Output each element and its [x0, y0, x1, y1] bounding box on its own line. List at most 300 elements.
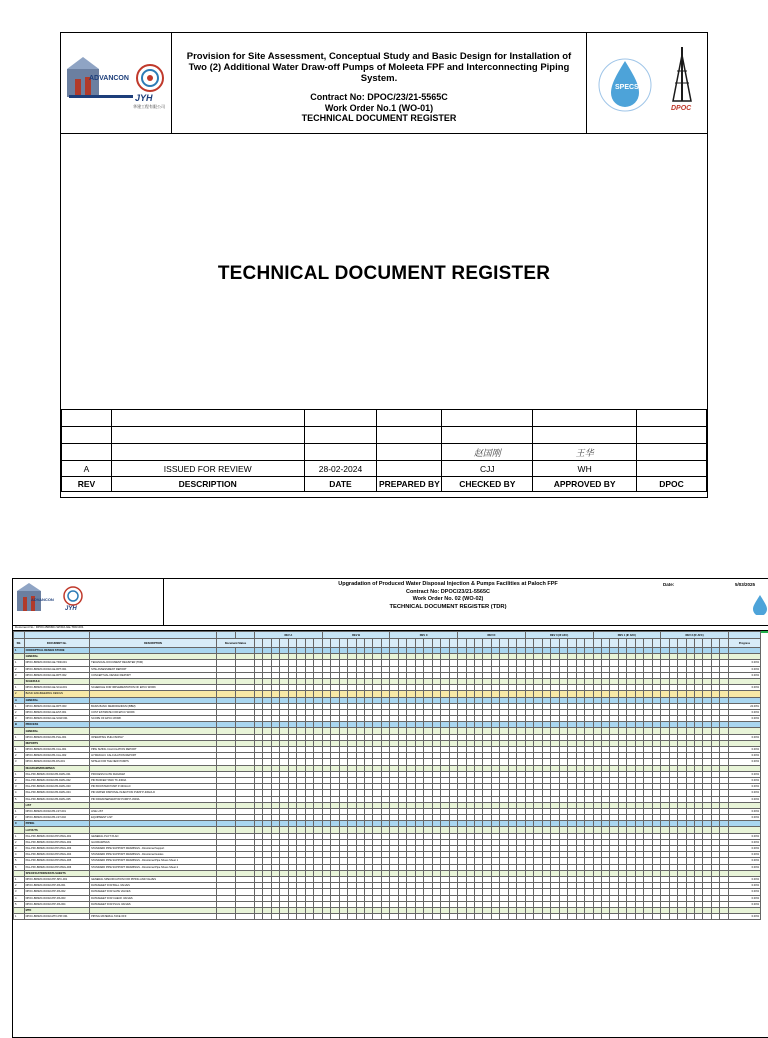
header-description: DESCRIPTION: [111, 477, 304, 492]
row-progress: 0.00%: [728, 839, 760, 845]
row-description: OPERATING PHILOSOPHY: [90, 734, 217, 740]
blank-cell: [466, 914, 474, 920]
blank-cell: [458, 639, 466, 648]
blank-cell: [364, 914, 372, 920]
header-prepared-by: PREPARED BY: [377, 477, 442, 492]
row-progress: 0.00%: [728, 709, 760, 715]
rev-group-header: REV 0 (IF AFC): [525, 632, 593, 639]
header-dpoc: DPOC: [637, 477, 707, 492]
row-doc-no: PROCESS: [24, 722, 90, 728]
row-description: STANDARD PIPE SUPPORT DRAWINGS - Directional Guides: [90, 852, 217, 858]
blank-cell: [661, 914, 669, 920]
blank-cell: [415, 914, 423, 920]
blank-cell: [593, 914, 601, 920]
blank-cell: [24, 632, 90, 639]
row-description: DATASHEET FOR PLUG VALVES: [90, 901, 217, 907]
row-progress: 0.00%: [728, 815, 760, 821]
blank-cell: [711, 914, 719, 920]
rev-value: A: [62, 461, 112, 477]
row-description: DATASHEET FOR GATE VALVES: [90, 889, 217, 895]
blank-cell: [373, 639, 381, 648]
row-sn: 5: [14, 858, 25, 864]
row-description: GENERAL PLOT PLAN: [90, 833, 217, 839]
row-doc-no: DPOC-B06MC-WO02-GE-SCH-001: [24, 685, 90, 691]
row-description: BASIS BASIC MEMORANDUM (BBM): [90, 703, 217, 709]
blank-cell: [500, 639, 508, 648]
rev-prepared-by: [377, 461, 442, 477]
row-progress: 22.00%: [728, 703, 760, 709]
blank-cell: [373, 914, 381, 920]
blank-cell: [216, 914, 235, 920]
blank-cell: [652, 914, 661, 920]
blank-cell: [483, 914, 491, 920]
blank-cell: [288, 914, 296, 920]
revision-row: [62, 461, 707, 477]
row-description: GENERAL SPECIFICATION FOR PIPING AND VALVES: [90, 876, 217, 882]
blank-cell: [339, 639, 347, 648]
blank-cell: [407, 639, 415, 648]
blank-cell: [348, 639, 356, 648]
row-doc-no: SCHEDULE: [24, 678, 90, 684]
blank-cell: [314, 639, 323, 648]
row-progress: 0.00%: [728, 852, 760, 858]
row-progress: 0.00%: [728, 846, 760, 852]
blank-cell: [618, 639, 626, 648]
rev-group-header: REV 2 (IF AFC): [661, 632, 729, 639]
row-sn: A: [14, 697, 25, 703]
work-order: Work Order No.1 (WO-01): [324, 102, 434, 113]
blank-cell: [491, 914, 499, 920]
row-sn: 1: [14, 771, 25, 777]
row-sn: 4: [14, 790, 25, 796]
row-doc-no: DPOC-B06MC-WO02-PR-LST-001: [24, 808, 90, 814]
blank-cell: [678, 914, 686, 920]
row-doc-no: PAL-PFF-B06MC-WO02-PR-DWG-002: [24, 777, 90, 783]
row-description: SCOPE OF EPCC WORK: [90, 716, 217, 722]
row-description: PID WATER DISPOSAL INJECTION PUMP P-3302A-D: [90, 790, 217, 796]
blank-cell: [381, 639, 390, 648]
client-logos: [586, 33, 707, 133]
tdr-table: [13, 631, 761, 920]
blank-cell: [584, 639, 593, 648]
row-progress: 0.00%: [728, 895, 760, 901]
row-sn: 1: [14, 747, 25, 753]
approved-signature: 王华: [533, 444, 637, 461]
row-progress: 0.00%: [728, 747, 760, 753]
row-sn: 2: [14, 883, 25, 889]
blank-cell: [618, 914, 626, 920]
blank-cell: [635, 639, 643, 648]
row-progress: 0.00%: [728, 889, 760, 895]
col-doc-no: DOCUMENT No.: [24, 639, 90, 648]
checked-signature: 赵国刚: [442, 444, 533, 461]
row-description: STANDARD PIPE SUPPORT DRAWINGS - Directional Pipe Shoes Sheet 1: [90, 858, 217, 864]
blank-cell: [627, 914, 635, 920]
blank-cell: [424, 914, 432, 920]
blank-cell: [90, 632, 217, 639]
blank-cell: [216, 632, 235, 639]
row-progress: 0.00%: [728, 784, 760, 790]
blank-cell: [297, 639, 305, 648]
blank-cell: [364, 639, 372, 648]
blank-cell: [610, 639, 618, 648]
cover-header: [61, 33, 707, 134]
row-description: GA DRAWINGS: [90, 839, 217, 845]
blank-cell: [263, 639, 271, 648]
row-sn: 2: [14, 691, 25, 697]
row-progress: 0.00%: [728, 666, 760, 672]
blank-cell: [584, 914, 593, 920]
row-progress: 0.00%: [728, 901, 760, 907]
col-status: Document Status: [216, 639, 254, 648]
row-doc-no: DPOC-B06MC-WO02-MTO-PIP-001: [24, 914, 90, 920]
jyh-logo-subtext: 华建工程有限公司: [133, 104, 165, 109]
blank-cell: [635, 914, 643, 920]
blank-cell: [525, 914, 533, 920]
row-progress: 0.00%: [728, 790, 760, 796]
tdr-sheet: [12, 578, 768, 1038]
header-rev: REV: [62, 477, 112, 492]
row-sn: 1: [14, 734, 25, 740]
row-doc-no: DPOC-B06MC-WO02-PR-DS-001: [24, 759, 90, 765]
blank-cell: [441, 639, 449, 648]
row-doc-no: DPOC-B06MC-WO02-GE-TDR-001: [24, 660, 90, 666]
row-description: PROCESS FLOW DIAGRAM: [90, 771, 217, 777]
rev-group-header: REV B: [322, 632, 390, 639]
row-progress: 0.00%: [728, 858, 760, 864]
advancon-logo-text: ADVANCON: [89, 75, 129, 82]
blank-cell: [432, 639, 440, 648]
blank-cell: [331, 639, 339, 648]
blank-cell: [568, 914, 576, 920]
blank-cell: [576, 639, 584, 648]
blank-cell: [576, 914, 584, 920]
row-description: COST ESTIMATE FOR EPCC WORK: [90, 709, 217, 715]
blank-cell: [305, 914, 313, 920]
row-description: NPSHA FOR THE NEW PUMPS: [90, 759, 217, 765]
row-sn: 3: [14, 672, 25, 678]
date-label: Date:: [663, 582, 675, 587]
row-progress: 0.00%: [728, 914, 760, 920]
row-sn: 3: [14, 846, 25, 852]
row-doc-no: DPOC-B06MC-WO02-GE-RPT-001: [24, 666, 90, 672]
row-doc-no: CONCEPTUAL DESIGN STUDIE: [24, 648, 90, 654]
specs-logo-text: SPECS: [615, 84, 639, 91]
row-progress: 0.00%: [728, 864, 760, 870]
blank-cell: [568, 639, 576, 648]
blank-cell: [14, 632, 25, 639]
row-doc-no: DPOC-B06MC-WO02-GE-EST-001: [24, 709, 90, 715]
blank-cell: [271, 639, 279, 648]
blank-cell: [331, 914, 339, 920]
blank-cell: [339, 914, 347, 920]
row-doc-no: LIST: [24, 802, 90, 808]
row-doc-no: DPOC-B06MC-WO02-GE-RPT-002: [24, 672, 90, 678]
blank-cell: [280, 914, 288, 920]
blank-cell: [356, 914, 364, 920]
row-doc-no: PAL-PFF-B06MC-WO02-PR-DWG-004: [24, 790, 90, 796]
row-doc-no: LAYOUTS: [24, 827, 90, 833]
row-doc-no: SPECIFICATIONS/DATA SHEETS: [24, 870, 90, 876]
blank-cell: [508, 639, 516, 648]
blank-cell: [508, 914, 516, 920]
row-progress: 0.00%: [728, 833, 760, 839]
blank-cell: [711, 639, 719, 648]
blank-cell: [593, 639, 601, 648]
blank-cell: [288, 639, 296, 648]
row-sn: 2: [14, 815, 25, 821]
rev-group-header: REV A: [255, 632, 323, 639]
row-description: PID DRAIN/SEPARATOR PUMP P-3303A: [90, 796, 217, 802]
row-sn: 1: [14, 876, 25, 882]
blank-cell: [466, 639, 474, 648]
sheet-title-1: Upgradation of Produced Water Disposal Injection & Pumps Facilities at Paloch FPF: [338, 581, 558, 587]
blank-cell: [551, 639, 559, 648]
blank-cell: [381, 914, 390, 920]
sheet-jyh-text: JYH: [65, 606, 77, 612]
row-doc-no: GENERAL: [24, 728, 90, 734]
blank-cell: [271, 914, 279, 920]
row-sn: 2: [14, 666, 25, 672]
blank-cell: [500, 914, 508, 920]
row-description: SITE ASSESSMENT REPORT: [90, 666, 217, 672]
sheet-advancon-text: ADVANCON: [31, 597, 54, 602]
rev-description: ISSUED FOR REVIEW: [111, 461, 304, 477]
row-progress: 0.00%: [728, 771, 760, 777]
row-sn: 1: [14, 648, 25, 654]
row-doc-no: GENERAL: [24, 654, 90, 660]
sheet-advancon-logo-icon: [13, 579, 163, 625]
blank-cell: [695, 639, 703, 648]
jyh-logo-icon: [135, 63, 165, 93]
blank-cell: [491, 639, 499, 648]
date-value: 5/03/2025: [735, 582, 756, 587]
blank-cell: [525, 639, 533, 648]
blank-cell: [551, 914, 559, 920]
blank-cell: [398, 639, 406, 648]
blank-cell: [475, 639, 483, 648]
blank-cell: [534, 639, 542, 648]
row-doc-no: GENERAL: [24, 697, 90, 703]
row-description: DATASHEET FOR CHECK VALVES: [90, 895, 217, 901]
blank-cell: [390, 914, 398, 920]
row-progress: 0.00%: [728, 796, 760, 802]
cover-page: [60, 32, 708, 498]
blank-cell: [475, 914, 483, 920]
blank-cell: [720, 914, 729, 920]
row-doc-no: PIPING: [24, 821, 90, 827]
blank-cell: [517, 639, 526, 648]
row-description: CONCEPTUAL DESIGN REPORT: [90, 672, 217, 678]
row-doc-no: DPOC-B06MC-WO02-PIP-DS-002: [24, 889, 90, 895]
blank-cell: [610, 914, 618, 920]
blank-cell: [703, 639, 711, 648]
row-progress: 0.00%: [728, 753, 760, 759]
blank-cell: [356, 639, 364, 648]
row-description: STANDARD PIPE SUPPORT DRAWINGS - Directional Pipe Shoes Sheet 2: [90, 864, 217, 870]
sheet-title-2: Contract No: DPOC/23/21-5565C: [405, 588, 491, 595]
blank-cell: [669, 914, 677, 920]
blank-cell: [398, 914, 406, 920]
row-doc-no: DPOC-B06MC-WO02-GE-RPT-003: [24, 703, 90, 709]
rev-group-header: REV C: [390, 632, 458, 639]
blank-cell: [263, 914, 271, 920]
row-sn: 3: [14, 784, 25, 790]
row-doc-no: PAL-PFF-B06MC-WO02-PIP-DWG-006: [24, 864, 90, 870]
table-row: [14, 914, 761, 920]
blank-cell: [322, 914, 330, 920]
row-doc-no: DIAGRAMS/DRAWINGS: [24, 765, 90, 771]
specs-logo-icon: [587, 33, 707, 133]
blank-cell: [458, 914, 466, 920]
row-description: PID BOOSTER PUMP P-3301A-D: [90, 784, 217, 790]
row-sn: 1: [14, 808, 25, 814]
row-description: PIPE SIZING CALCULATION REPORT: [90, 747, 217, 753]
row-doc-no: PAL-PFF-B06MC-WO02-PIP-DWG-004: [24, 852, 90, 858]
row-doc-no: REPORTS: [24, 740, 90, 746]
row-progress: 0.00%: [728, 734, 760, 740]
blank-cell: [601, 914, 609, 920]
rev-date: 28-02-2024: [304, 461, 377, 477]
row-doc-no: DPOC-B06MC-WO02-PIP-DS-001: [24, 883, 90, 889]
blank-cell: [703, 914, 711, 920]
col-description: DESCRIPTION: [90, 639, 217, 648]
row-doc-no: PAL-PFF-B06MC-WO02-PR-DWG-005: [24, 796, 90, 802]
row-doc-no: MTO: [24, 907, 90, 913]
blank-cell: [652, 639, 661, 648]
blank-cell: [720, 639, 729, 648]
sheet-specs-logo-icon: [749, 593, 768, 615]
blank-cell: [390, 639, 398, 648]
dpoc-logo-text: DPOC: [671, 105, 692, 112]
row-sn: 4: [14, 895, 25, 901]
blank-cell: [424, 639, 432, 648]
blank-cell: [559, 914, 567, 920]
row-sn: 3: [14, 759, 25, 765]
row-doc-no: DPOC-B06MC-WO02-PR-CAL-002: [24, 753, 90, 759]
blank-cell: [483, 639, 491, 648]
blank-cell: [686, 914, 694, 920]
row-description: HYDRAULIC CALCULATION REPORT: [90, 753, 217, 759]
row-sn: B: [14, 722, 25, 728]
blank-cell: [280, 639, 288, 648]
row-progress: 0.00%: [728, 685, 760, 691]
row-doc-no: DPOC-B06MC-WO02-PIP-DS-004: [24, 901, 90, 907]
row-sn: 1: [14, 914, 25, 920]
row-sn: 3: [14, 716, 25, 722]
blank-cell: [449, 914, 458, 920]
row-doc-no: DPOC-B06MC-WO02-PR-PHL-001: [24, 734, 90, 740]
row-sn: 2: [14, 839, 25, 845]
row-sn: 1: [14, 660, 25, 666]
row-description: DATASHEET FOR BALL VALVES: [90, 883, 217, 889]
row-doc-no: PAL-PFF-B06MC-WO02-PIP-DWG-002: [24, 839, 90, 845]
blank-cell: [661, 639, 669, 648]
blank-cell: [601, 639, 609, 648]
row-description: TECHNICAL DOCUMENT REGISTER (TDR): [90, 660, 217, 666]
header-checked-by: CHECKED BY: [442, 477, 533, 492]
row-sn: 5: [14, 796, 25, 802]
document-number: Document No.: DPOC-B06MC-WO02-GE-TDR-001: [13, 625, 768, 631]
blank-cell: [542, 914, 550, 920]
row-progress: 0.00%: [728, 883, 760, 889]
blank-cell: [432, 914, 440, 920]
main-title: TECHNICAL DOCUMENT REGISTER: [217, 263, 551, 284]
header-date: DATE: [304, 477, 377, 492]
blank-cell: [348, 914, 356, 920]
blank-cell: [297, 914, 305, 920]
row-progress: 0.00%: [728, 777, 760, 783]
row-doc-no: PAL-PFF-B06MC-WO02-PIP-DWG-001: [24, 833, 90, 839]
blank-cell: [407, 914, 415, 920]
row-sn: 6: [14, 864, 25, 870]
jyh-logo-text: JYH: [135, 93, 153, 103]
blank-cell: [517, 914, 526, 920]
row-doc-no: DPOC-B06MC-WO02-GE-SOW-001: [24, 716, 90, 722]
col-sn: SN.: [14, 639, 25, 648]
blank-cell: [235, 632, 254, 639]
header-approved-by: APPROVED BY: [533, 477, 637, 492]
sheet-header: [13, 579, 768, 626]
blank-cell: [415, 639, 423, 648]
sheet-title-4: TECHNICAL DOCUMENT REGISTER (TDR): [389, 603, 507, 610]
row-description: PIPING MATERIAL TAKE OFF: [90, 914, 217, 920]
row-progress: 0.00%: [728, 660, 760, 666]
row-sn: 3: [14, 889, 25, 895]
revision-table: [61, 409, 707, 492]
row-description: LINE LIST: [90, 808, 217, 814]
blank-cell: [542, 639, 550, 648]
row-doc-no: DPOC-B06MC-WO02-PR-LST-002: [24, 815, 90, 821]
row-doc-no: DPOC-B06MC-WO02-PR-CAL-001: [24, 747, 90, 753]
row-doc-no: DPOC-B06MC-WO02-PIP-SPC-001: [24, 876, 90, 882]
rev-dpoc: [637, 461, 707, 477]
row-doc-no: DPOC-B06MC-WO02-PIP-DS-003: [24, 895, 90, 901]
project-title: Provision for Site Assessment, Conceptual Study and Basic Design for Installation of Two (2) Additional Water Draw-off Pumps of Moleeta FPF and Interconnecting Piping System.: [186, 51, 572, 84]
blank-cell: [559, 639, 567, 648]
blank-cell: [669, 639, 677, 648]
rev-group-header: REV 1 (IF AFC): [593, 632, 661, 639]
row-doc-no: PAL-PFF-B06MC-WO02-PR-DWG-001: [24, 771, 90, 777]
row-doc-no: BASIC ENGINEERING DESIGN: [24, 691, 90, 697]
row-progress: 0.00%: [728, 716, 760, 722]
row-description: STANDARD PIPE SUPPORT DRAWINGS - Directional Support: [90, 846, 217, 852]
row-progress: 0.00%: [728, 876, 760, 882]
blank-cell: [255, 914, 263, 920]
blank-cell: [534, 914, 542, 920]
blank-cell: [314, 914, 323, 920]
col-progress: Progress: [728, 639, 760, 648]
row-sn: 1: [14, 703, 25, 709]
blank-cell: [322, 639, 330, 648]
blank-cell: [441, 914, 449, 920]
row-doc-no: PAL-PFF-B06MC-WO02-PIP-DWG-003: [24, 846, 90, 852]
sheet-logos: [13, 579, 164, 625]
row-sn: 2: [14, 753, 25, 759]
blank-cell: [644, 914, 652, 920]
revision-header-row: [62, 477, 707, 492]
rev-group-row: [14, 632, 761, 639]
row-doc-no: PAL-PFF-B06MC-WO02-PIP-DWG-005: [24, 858, 90, 864]
row-sn: C: [14, 821, 25, 827]
row-progress: 0.00%: [728, 759, 760, 765]
register-label: TECHNICAL DOCUMENT REGISTER: [301, 113, 457, 123]
blank-cell: [686, 639, 694, 648]
rev-checked-by: CJJ: [442, 461, 533, 477]
blank-cell: [695, 914, 703, 920]
rev-group-header: REV D: [458, 632, 526, 639]
row-doc-no: PAL-PFF-B06MC-WO02-PR-DWG-003: [24, 784, 90, 790]
